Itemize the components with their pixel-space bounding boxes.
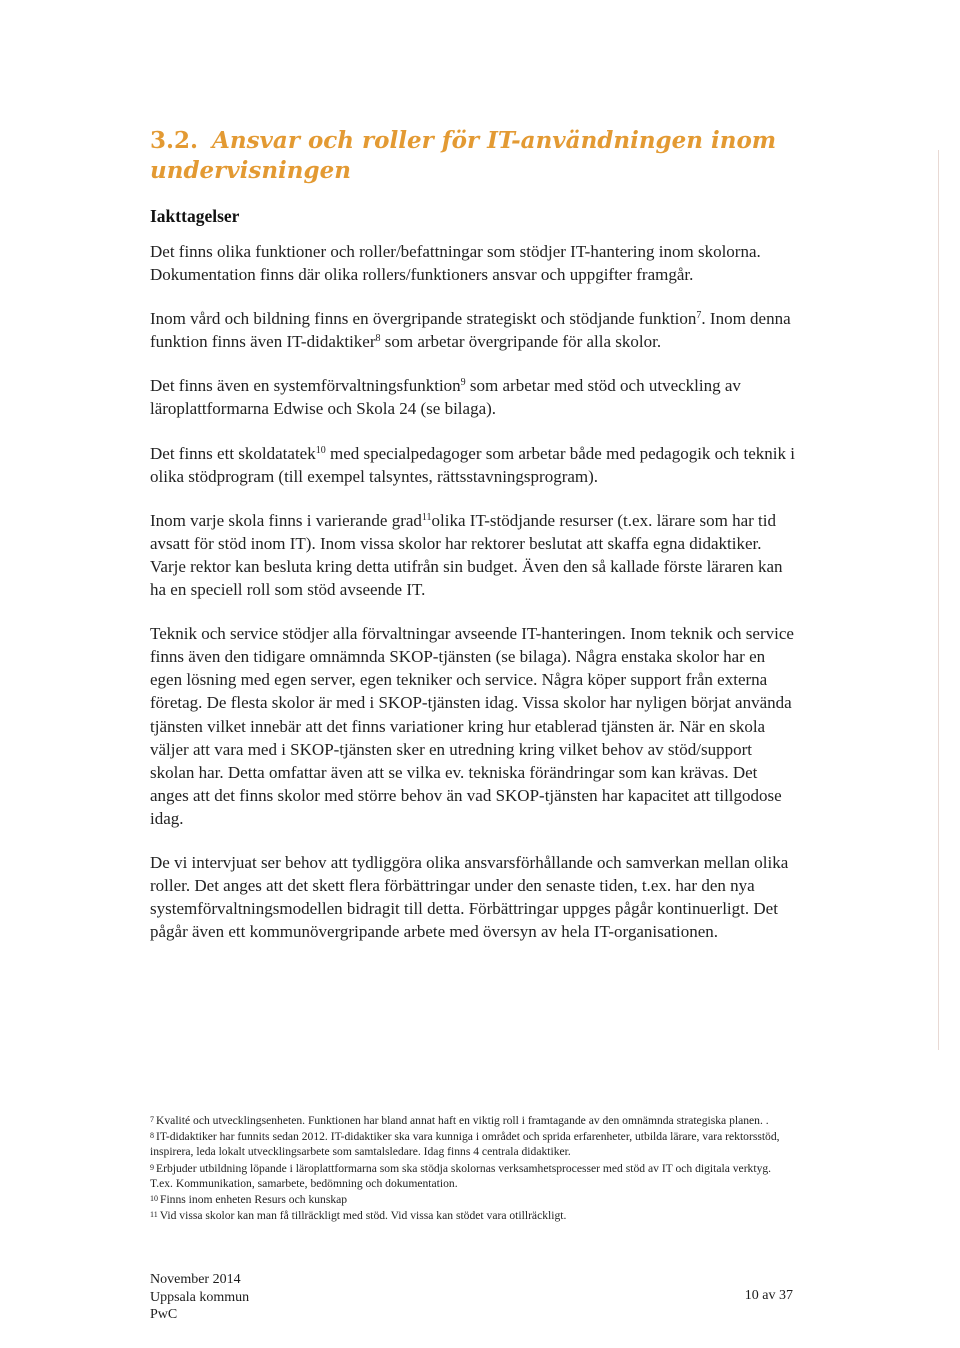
paragraph xyxy=(150,374,798,420)
paragraph-text: Teknik och service stödjer alla förvaltningar avseende IT-hanteringen. Inom teknik och service finns även den tidigare omnämnda SKOP-tjänsten (se bilaga). Några enstaka skolor har en egen lösning med egen server, egen tekniker och service. Några köper support från externa företag. De flesta skolor är med i SKOP-tjänsten idag. Vissa skolor har nyligen börjat använda tjänsten vilket innebär att det finns variationer kring hur etablerad tjänsten är. När en skola väljer att vara med i SKOP-tjänsten sker en utredning kring vilket behov av stöd/support skolan har. Detta omfattar även att se vilka ev. tekniska förändringar som kan krävas. Det anges att det finns skolor med större behov än vad SKOP-tjänsten har kapacitet att tillgodose idag. xyxy=(150,624,794,828)
paragraph-text: Det finns även en systemförvaltningsfunktion xyxy=(150,376,461,396)
footnote-number: 10 xyxy=(150,1194,158,1204)
paragraph-text: olika IT-stödjande resurser (t.ex. lärare som har tid avsatt för stöd inom IT). Inom vissa skolor har rektorer beslutat att skaffa egna didaktiker. Varje rektor kan besluta kring detta utifrån sin budget. Även den så kallade förste läraren kan ha en speciell roll som stöd avseende IT. xyxy=(150,510,783,600)
paragraph-text: . Inom denna funktion finns även IT-didaktiker xyxy=(150,309,791,352)
footnote xyxy=(150,1160,792,1191)
body-text xyxy=(150,240,798,964)
footnote xyxy=(150,1207,792,1223)
footer-company: PwC xyxy=(150,1307,178,1322)
paragraph-text: De vi intervjuat ser behov att tydliggöra olika ansvarsförhållande och samverkan mellan olika roller. Det anges att det skett flera förbättringar under den senaste tiden, t.ex. har den nya systemförvaltningsmodellen bidragit till detta. Förbättringar uppges pågår kontinuerligt. Det pågår även ett kommunövergripande arbete med översyn av hela IT-organisationen. xyxy=(150,852,789,942)
page-number: 10 av 37 xyxy=(744,1288,793,1303)
footnote-number: 7 xyxy=(150,1115,154,1124)
paragraph xyxy=(150,851,798,943)
paragraph xyxy=(150,442,798,488)
footnote-text: Kvalité och utvecklingsenheten. Funktionen har bland annat haft en viktig roll i framtagande av den omnämnda strategiska planen. . xyxy=(156,1114,769,1127)
footer-date: November 2014 xyxy=(150,1272,241,1287)
footnote-text: Erbjuder utbildning löpande i läroplattformarna som ska stödja skolornas verksamhetsprocesser med stöd av IT och digitala verktyg. T.ex. Kommunikation, samarbete, bedömning och dokumentation. xyxy=(150,1161,772,1190)
section-title: Ansvar och roller för IT-användningen inom undervisningen xyxy=(150,127,777,184)
footnote xyxy=(150,1191,792,1207)
paragraph xyxy=(150,240,798,286)
footer-organization: Uppsala kommun xyxy=(150,1289,250,1305)
paragraph xyxy=(150,622,798,830)
section-number: 3.2. xyxy=(150,127,199,154)
footnote-reference: 7 xyxy=(696,310,702,322)
paragraph-text: som arbetar övergripande för alla skolor. xyxy=(380,332,662,352)
footnote-text: IT-didaktiker har funnits sedan 2012. IT-didaktiker ska vara kunniga i området och sprida erfarenheter, utbilda lärare, vara rektorsstöd, inspirera, leda lokalt utvecklingsarbete som samtalsledare. Idag finns 4 centrala didaktiker. xyxy=(150,1130,780,1159)
paragraph-text: Det finns olika funktioner och roller/befattningar som stödjer IT-hantering inom skolorna. Dokumentation finns där olika rollers/funktioners ansvar och uppgifter framgår. xyxy=(150,242,761,285)
footnote-reference: 10 xyxy=(315,444,326,456)
footnote-number: 9 xyxy=(150,1162,154,1172)
footnote-number: 8 xyxy=(150,1131,154,1141)
section-heading xyxy=(150,126,830,186)
paragraph-text: med specialpedagoger som arbetar både med pedagogik och teknik i olika stödprogram (till exempel talsyntes, rättsstavningsprogram). xyxy=(150,443,795,486)
margin-rule xyxy=(938,150,939,1050)
paragraph xyxy=(150,509,798,601)
footnote-reference: 9 xyxy=(460,377,466,389)
paragraph-text: Inom vård och bildning finns en övergripande strategiskt och stödjande funktion xyxy=(150,309,697,329)
footnote-reference: 11 xyxy=(421,511,432,523)
paragraph-text: som arbetar med stöd och utveckling av läroplattformarna Edwise och Skola 24 (se bilaga). xyxy=(150,376,741,419)
footnote-text: Finns inom enheten Resurs och kunskap xyxy=(160,1193,348,1207)
footnote-number: 11 xyxy=(150,1210,158,1220)
paragraph-text: Det finns ett skoldatatek xyxy=(150,443,316,463)
subheading: Iakttagelser xyxy=(150,206,240,226)
footnote-text: Vid vissa skolor kan man få tillräckligt med stöd. Vid vissa kan stödet vara otillräckligt. xyxy=(159,1209,567,1223)
footnote-reference: 8 xyxy=(375,333,381,345)
footnote xyxy=(150,1128,792,1159)
footnotes xyxy=(150,1112,792,1223)
paragraph-text: Inom varje skola finns i varierande grad xyxy=(150,510,422,530)
page-footer xyxy=(150,1271,249,1324)
footnote xyxy=(150,1112,792,1128)
paragraph xyxy=(150,307,798,353)
